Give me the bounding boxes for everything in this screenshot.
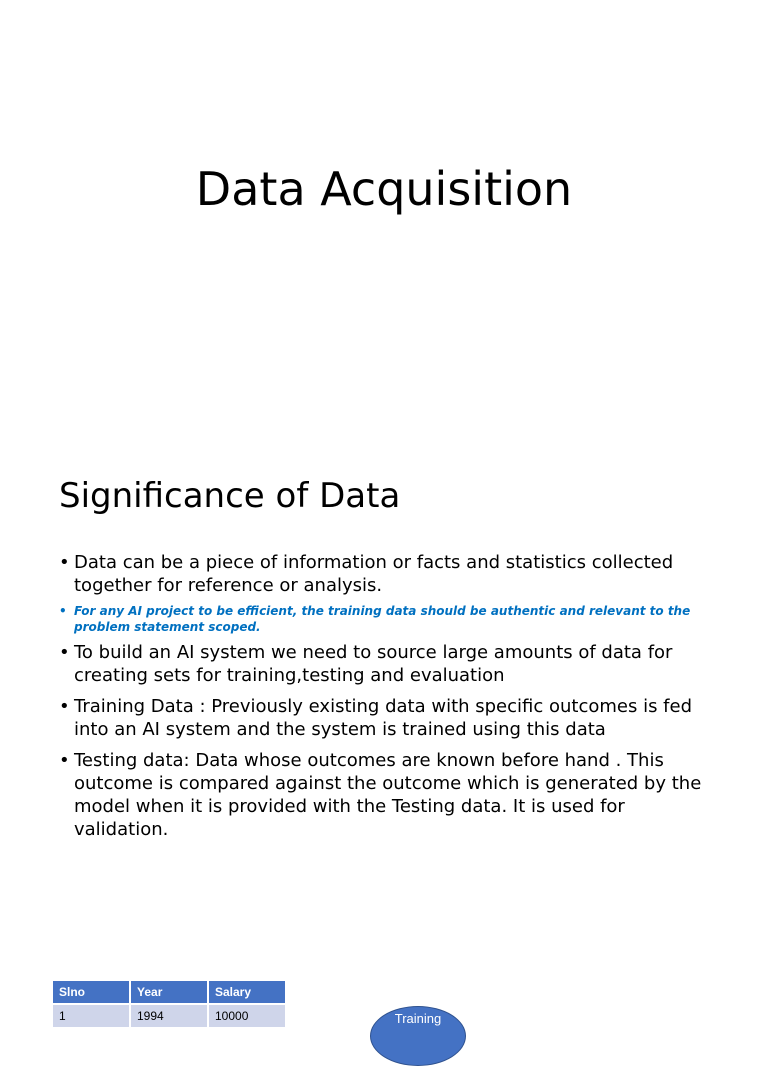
bullet-note — [59, 603, 709, 635]
table-header-row — [53, 981, 286, 1004]
bullet-dot-icon: • — [59, 552, 70, 573]
slide-title: Data Acquisition — [195, 162, 573, 216]
bullet-list — [59, 551, 709, 849]
bullet-item — [59, 695, 709, 741]
bullet-text: Testing data: Data whose outcomes are known before hand . This outcome is compared against the outcome which is generated by the model when it is provided with the Testing data. It is used for validation. — [74, 750, 702, 840]
bullet-item — [59, 749, 709, 841]
bullet-text: Training Data : Previously existing data with specific outcomes is fed into an AI system and the system is trained using this data — [74, 696, 693, 740]
data-table — [53, 981, 287, 1027]
table-cell: 1 — [53, 1004, 130, 1027]
bullet-text: To build an AI system we need to source large amounts of data for creating sets for training,testing and evaluation — [74, 642, 673, 686]
bullet-dot-icon: • — [59, 642, 70, 663]
bullet-dot-icon: • — [59, 750, 70, 771]
bullet-dot-icon: • — [59, 696, 70, 717]
circle-label: Training — [394, 1011, 442, 1026]
bullet-item — [59, 551, 709, 597]
column-header-slno: Slno — [53, 981, 130, 1004]
column-header-year: Year — [130, 981, 208, 1004]
bullet-text: Data can be a piece of information or facts and statistics collected together for reference or analysis. — [74, 552, 674, 596]
column-header-salary: Salary — [208, 981, 286, 1004]
bullet-item — [59, 641, 709, 687]
bullet-note-text: For any AI project to be efficient, the training data should be authentic and relevant to the problem statement scoped. — [74, 604, 691, 634]
table-cell: 10000 — [208, 1004, 286, 1027]
bullet-dot-icon: • — [59, 604, 67, 618]
training-circle — [370, 1006, 466, 1066]
section-title: Significance of Data — [59, 476, 401, 516]
table-cell: 1994 — [130, 1004, 208, 1027]
slide-1 — [0, 0, 768, 440]
